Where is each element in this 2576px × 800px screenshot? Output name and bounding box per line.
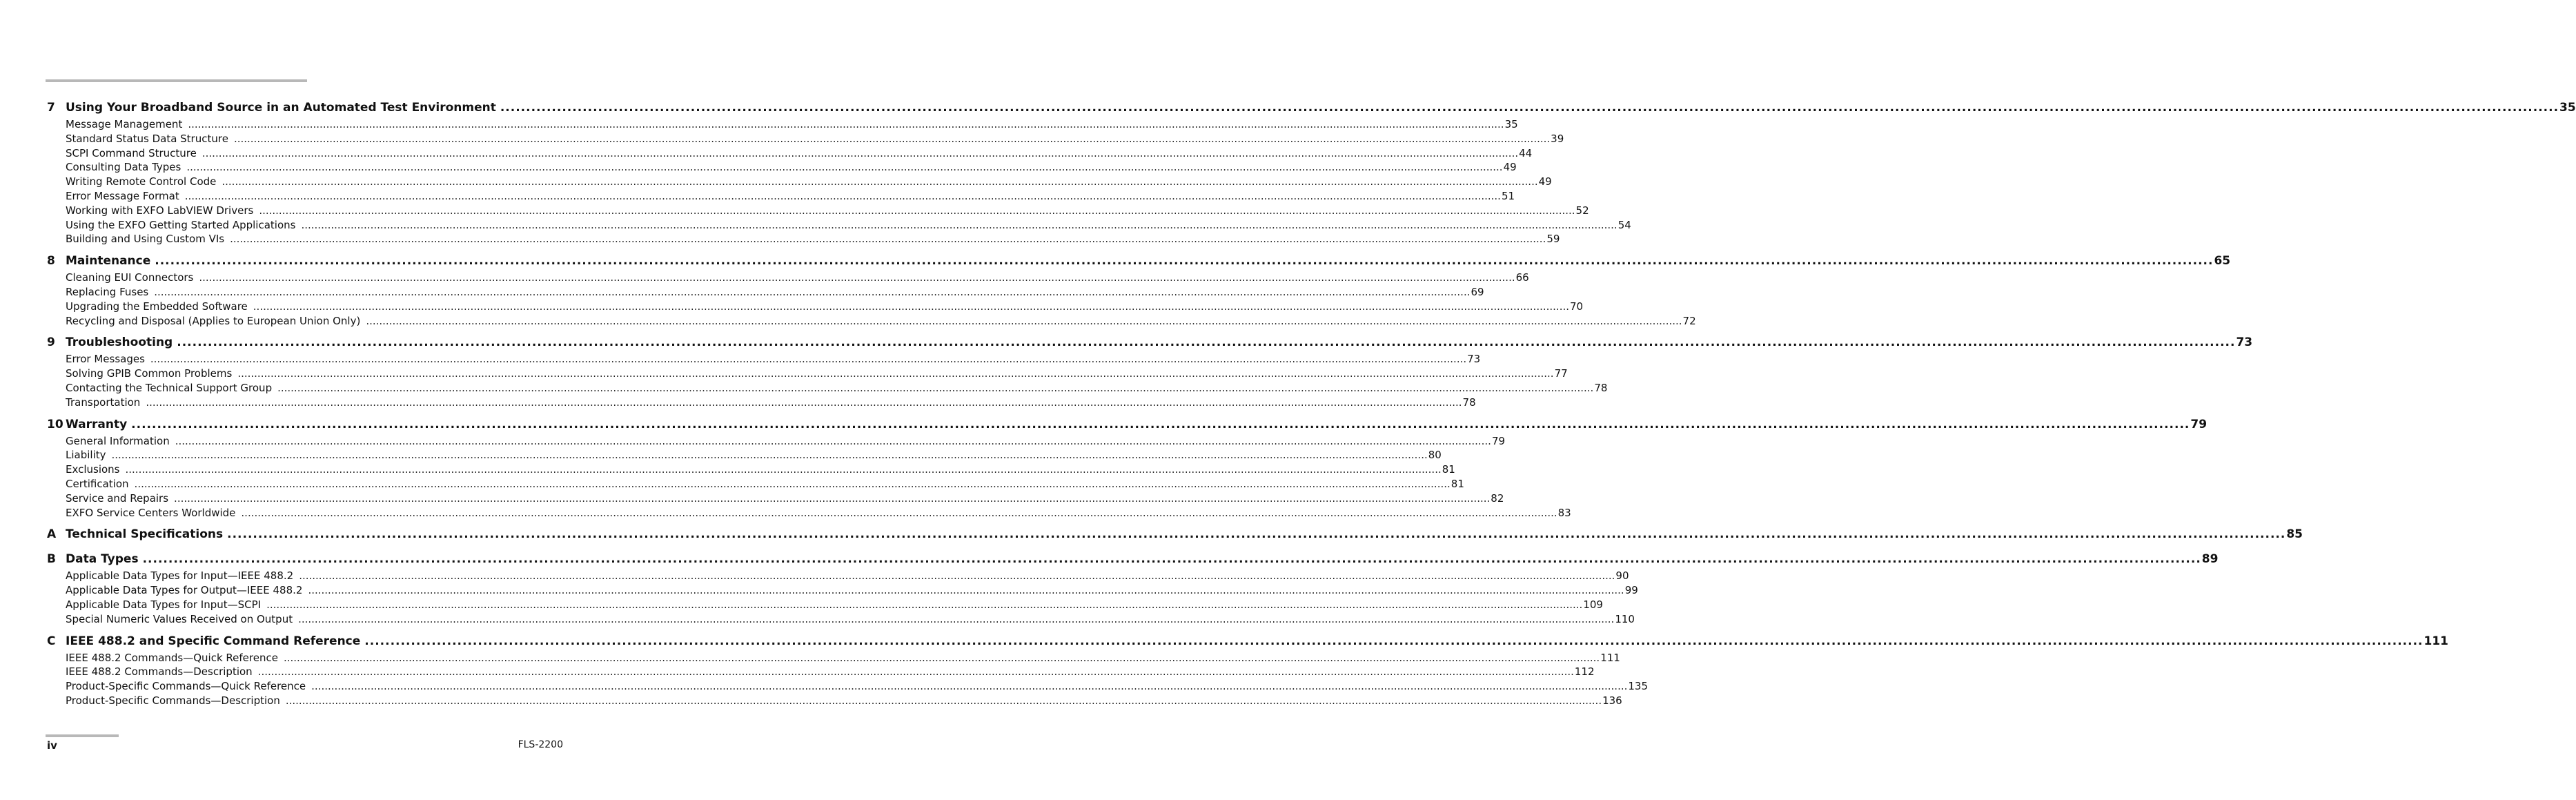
chapter-title: Warranty <box>66 417 128 431</box>
toc-entry[interactable] <box>47 146 1533 162</box>
entry-title: Consulting Data Types <box>66 161 181 174</box>
toc-entry[interactable] <box>47 271 1529 286</box>
dot-leader: ................................................................................................................................................................................................................................................................................................................................................................................................................ <box>186 161 1503 174</box>
toc-entry[interactable] <box>47 569 1629 584</box>
entry-title: IEEE 488.2 Commands—Quick Reference <box>66 651 278 664</box>
entry-page-number: 109 <box>1583 598 1603 611</box>
entry-title: Recycling and Disposal (Applies to European Union Only) <box>66 314 361 327</box>
chapter-number: C <box>47 634 56 648</box>
chapter-page-number: 79 <box>2190 417 2208 431</box>
dot-leader: ................................................................................................................................................................................................................................................................................................................................................................................................................ <box>199 271 1515 284</box>
dot-leader: ................................................................................................................................................................................................................................................................................................................................................................................................................ <box>301 218 1618 231</box>
entry-page-number: 83 <box>1557 506 1571 519</box>
entry-page-number: 35 <box>1504 118 1518 130</box>
dot-leader: ................................................................................................................................................................................................................................................................................................................................................................................................................ <box>177 335 2236 350</box>
entry-title: Exclusions <box>66 463 120 476</box>
dot-leader: ................................................................................................................................................................................................................................................................................................................................................................................................................ <box>131 417 2190 431</box>
dot-leader: ................................................................................................................................................................................................................................................................................................................................................................................................................ <box>299 569 1615 583</box>
entry-title: Message Management <box>66 118 183 130</box>
entry-title: Cleaning EUI Connectors <box>66 271 194 284</box>
dot-leader: ................................................................................................................................................................................................................................................................................................................................................................................................................ <box>227 527 2286 542</box>
dot-leader: ................................................................................................................................................................................................................................................................................................................................................................................................................ <box>257 665 1574 679</box>
dot-leader: ................................................................................................................................................................................................................................................................................................................................................................................................................ <box>230 233 1546 246</box>
entry-title: Applicable Data Types for Input—IEEE 488.2 <box>66 569 294 583</box>
entry-title: Error Message Format <box>66 189 179 202</box>
toc-entry[interactable] <box>47 612 1635 627</box>
entry-title: Applicable Data Types for Input—SCPI <box>66 598 262 611</box>
chapter-page-number: 85 <box>2286 527 2303 542</box>
dot-leader: ................................................................................................................................................................................................................................................................................................................................................................................................................ <box>184 189 1501 202</box>
toc-entry[interactable] <box>47 651 1620 666</box>
toc-chapter <box>47 527 2303 545</box>
toc-entry[interactable] <box>47 434 1506 449</box>
entry-page-number: 78 <box>1462 396 1476 409</box>
chapter-page-number: 73 <box>2236 335 2253 350</box>
toc-entry[interactable] <box>47 218 1631 233</box>
entry-page-number: 73 <box>1467 353 1481 366</box>
dot-leader: ................................................................................................................................................................................................................................................................................................................................................................................................................ <box>298 612 1615 625</box>
dot-leader: ................................................................................................................................................................................................................................................................................................................................................................................................................ <box>285 694 1602 707</box>
chapter-page-number: 111 <box>2423 634 2448 648</box>
toc-chapter <box>47 552 2219 627</box>
chapter-title: Using Your Broadband Source in an Automated Test Environment <box>66 101 496 115</box>
chapter-number: 10 <box>47 417 63 431</box>
toc-entry[interactable] <box>47 396 1476 411</box>
dot-leader: ................................................................................................................................................................................................................................................................................................................................................................................................................ <box>155 254 2214 269</box>
dot-leader: ................................................................................................................................................................................................................................................................................................................................................................................................................ <box>283 651 1600 664</box>
toc-chapter <box>47 335 2253 410</box>
toc-chapter-heading[interactable] <box>47 335 2253 353</box>
toc-entry[interactable] <box>47 314 1696 329</box>
entry-title: Upgrading the Embedded Software <box>66 300 248 313</box>
entry-page-number: 79 <box>1491 434 1506 447</box>
entry-title: Special Numeric Values Received on Output <box>66 612 293 625</box>
entry-title: Error Messages <box>66 353 145 366</box>
chapter-title: Maintenance <box>66 254 151 269</box>
table-of-contents <box>47 101 2576 716</box>
dot-leader: ................................................................................................................................................................................................................................................................................................................................................................................................................ <box>308 584 1624 597</box>
toc-entry[interactable] <box>47 367 1568 382</box>
entry-page-number: 69 <box>1471 285 1484 298</box>
toc-entry[interactable] <box>47 449 1442 463</box>
toc-chapter-heading[interactable] <box>47 552 2219 569</box>
dot-leader: ................................................................................................................................................................................................................................................................................................................................................................................................................ <box>150 353 1467 366</box>
toc-entry[interactable] <box>47 189 1515 204</box>
chapter-page-number: 65 <box>2214 254 2231 269</box>
entry-page-number: 54 <box>1618 218 1631 231</box>
toc-entry[interactable] <box>47 381 1608 396</box>
toc-entry[interactable] <box>47 132 1564 147</box>
toc-entry[interactable] <box>47 204 1589 219</box>
entry-title: Liability <box>66 449 106 462</box>
entry-title: Writing Remote Control Code <box>66 175 217 188</box>
entry-title: Contacting the Technical Support Group <box>66 381 273 394</box>
dot-leader: ................................................................................................................................................................................................................................................................................................................................................................................................................ <box>146 396 1462 409</box>
entry-title: Replacing Fuses <box>66 285 149 298</box>
dot-leader: ................................................................................................................................................................................................................................................................................................................................................................................................................ <box>142 552 2201 567</box>
toc-entry[interactable] <box>47 680 1649 694</box>
toc-entry[interactable] <box>47 175 1552 190</box>
chapter-title: Troubleshooting <box>66 335 173 350</box>
toc-entry[interactable] <box>47 584 1638 598</box>
footer-rule <box>46 734 119 737</box>
toc-entry[interactable] <box>47 118 1518 133</box>
toc-entry[interactable] <box>47 477 1464 492</box>
entry-title: Transportation <box>66 396 141 409</box>
chapter-number: B <box>47 552 56 567</box>
chapter-title: IEEE 488.2 and Specific Command Reference <box>66 634 361 648</box>
page-number: iv <box>47 739 57 752</box>
chapter-page-number: 89 <box>2201 552 2219 567</box>
entry-page-number: 39 <box>1551 132 1564 145</box>
dot-leader: ................................................................................................................................................................................................................................................................................................................................................................................................................ <box>366 314 1682 327</box>
dot-leader: ................................................................................................................................................................................................................................................................................................................................................................................................................ <box>222 175 1538 188</box>
dot-leader: ................................................................................................................................................................................................................................................................................................................................................................................................................ <box>500 101 2559 115</box>
entry-page-number: 135 <box>1628 680 1649 693</box>
toc-chapter <box>47 254 2231 329</box>
entry-page-number: 90 <box>1615 569 1629 583</box>
dot-leader: ................................................................................................................................................................................................................................................................................................................................................................................................................ <box>253 300 1570 313</box>
entry-page-number: 44 <box>1519 146 1533 159</box>
entry-page-number: 49 <box>1503 161 1517 174</box>
entry-title: Working with EXFO LabVIEW Drivers <box>66 204 254 217</box>
entry-page-number: 66 <box>1515 271 1529 284</box>
entry-page-number: 99 <box>1624 584 1638 597</box>
dot-leader: ................................................................................................................................................................................................................................................................................................................................................................................................................ <box>266 598 1583 611</box>
entry-title: Standard Status Data Structure <box>66 132 228 145</box>
toc-entry[interactable] <box>47 491 1504 507</box>
entry-title: Certification <box>66 477 129 490</box>
dot-leader: ................................................................................................................................................................................................................................................................................................................................................................................................................ <box>201 146 1519 159</box>
entry-page-number: 112 <box>1574 665 1595 679</box>
toc-entry[interactable] <box>47 463 1455 478</box>
toc-entry[interactable] <box>47 285 1484 300</box>
entry-page-number: 110 <box>1615 612 1635 625</box>
entry-title: IEEE 488.2 Commands—Description <box>66 665 253 679</box>
toc-entry[interactable] <box>47 506 1571 521</box>
chapter-page-number: 35 <box>2559 101 2576 115</box>
toc-entry[interactable] <box>47 665 1595 680</box>
chapter-number: 8 <box>47 254 55 269</box>
dot-leader: ................................................................................................................................................................................................................................................................................................................................................................................................................ <box>154 285 1471 298</box>
dot-leader: ................................................................................................................................................................................................................................................................................................................................................................................................................ <box>364 634 2423 648</box>
entry-title: Building and Using Custom VIs <box>66 233 225 246</box>
entry-page-number: 51 <box>1501 189 1515 202</box>
entry-page-number: 70 <box>1570 300 1584 313</box>
entry-title: Product-Specific Commands—Description <box>66 694 280 707</box>
dot-leader: ................................................................................................................................................................................................................................................................................................................................................................................................................ <box>175 434 1491 447</box>
chapter-number: A <box>47 527 57 542</box>
entry-page-number: 111 <box>1600 651 1620 664</box>
entry-page-number: 82 <box>1491 491 1504 505</box>
toc-chapter <box>47 101 2576 247</box>
chapter-title: Technical Specifications <box>66 527 224 542</box>
entry-title: General Information <box>66 434 170 447</box>
dot-leader: ................................................................................................................................................................................................................................................................................................................................................................................................................ <box>277 381 1594 394</box>
entry-page-number: 59 <box>1546 233 1560 246</box>
dot-leader: ................................................................................................................................................................................................................................................................................................................................................................................................................ <box>125 463 1442 476</box>
toc-chapter <box>47 634 2448 709</box>
toc-entry[interactable] <box>47 300 1584 315</box>
dot-leader: ................................................................................................................................................................................................................................................................................................................................................................................................................ <box>134 477 1451 490</box>
header-rule <box>46 79 307 82</box>
dot-leader: ................................................................................................................................................................................................................................................................................................................................................................................................................ <box>233 132 1551 145</box>
entry-title: SCPI Command Structure <box>66 146 197 159</box>
dot-leader: ................................................................................................................................................................................................................................................................................................................................................................................................................ <box>311 680 1628 693</box>
entry-page-number: 77 <box>1554 367 1568 380</box>
dot-leader: ................................................................................................................................................................................................................................................................................................................................................................................................................ <box>237 367 1554 380</box>
entry-page-number: 80 <box>1428 449 1442 462</box>
entry-title: EXFO Service Centers Worldwide <box>66 506 236 519</box>
dot-leader: ................................................................................................................................................................................................................................................................................................................................................................................................................ <box>259 204 1575 217</box>
entry-page-number: 78 <box>1594 381 1608 394</box>
toc-chapter-heading[interactable] <box>47 527 2303 545</box>
toc-chapter-heading[interactable] <box>47 417 2208 435</box>
entry-title: Product-Specific Commands—Quick Reference <box>66 680 306 693</box>
toc-entry[interactable] <box>47 233 1560 247</box>
entry-title: Applicable Data Types for Output—IEEE 488.2 <box>66 584 303 597</box>
entry-page-number: 136 <box>1602 694 1622 707</box>
toc-chapter-heading[interactable] <box>47 101 2576 118</box>
entry-title: Service and Repairs <box>66 491 169 505</box>
dot-leader: ................................................................................................................................................................................................................................................................................................................................................................................................................ <box>188 118 1504 130</box>
toc-chapter-heading[interactable] <box>47 634 2448 652</box>
entry-page-number: 81 <box>1451 477 1464 490</box>
chapter-title: Data Types <box>66 552 139 567</box>
dot-leader: ................................................................................................................................................................................................................................................................................................................................................................................................................ <box>241 506 1557 519</box>
toc-entry[interactable] <box>47 353 1481 367</box>
entry-title: Using the EXFO Getting Started Applications <box>66 218 296 231</box>
entry-title: Solving GPIB Common Problems <box>66 367 233 380</box>
toc-chapter <box>47 417 2208 521</box>
toc-chapter-heading[interactable] <box>47 254 2231 271</box>
entry-page-number: 52 <box>1575 204 1589 217</box>
dot-leader: ................................................................................................................................................................................................................................................................................................................................................................................................................ <box>174 491 1491 505</box>
document-id: FLS-2200 <box>518 739 563 750</box>
toc-entry[interactable] <box>47 694 1622 709</box>
entry-page-number: 81 <box>1442 463 1455 476</box>
entry-page-number: 49 <box>1538 175 1552 188</box>
toc-entry[interactable] <box>47 598 1603 613</box>
chapter-number: 9 <box>47 335 55 350</box>
entry-page-number: 72 <box>1682 314 1696 327</box>
dot-leader: ................................................................................................................................................................................................................................................................................................................................................................................................................ <box>111 449 1428 462</box>
chapter-number: 7 <box>47 101 55 115</box>
toc-entry[interactable] <box>47 161 1517 175</box>
